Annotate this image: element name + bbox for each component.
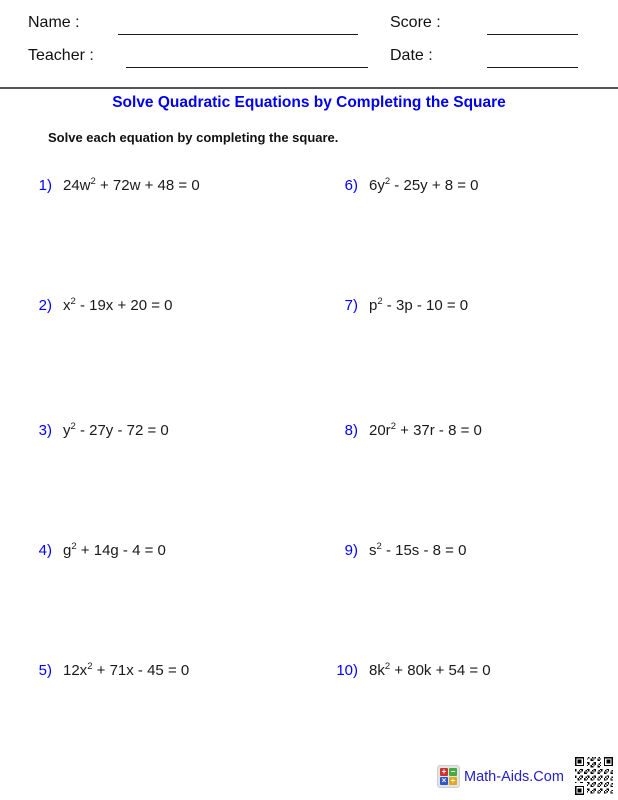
problem-number: 2) [38,297,52,314]
equation-exponent: 2 [71,541,77,552]
equation-exponent: 2 [390,421,396,432]
name-blank-line [118,34,358,35]
equation-rest: + 37r - 8 = 0 [395,422,482,439]
equation [369,541,466,561]
equation-rest: - 27y - 72 = 0 [75,422,169,439]
equation-rest: - 3p - 10 = 0 [382,297,469,314]
problem-row [10,421,169,441]
equation-exponent: 2 [70,296,76,307]
problem-row [316,661,491,681]
problem-row [10,176,200,196]
date-blank-line [487,67,578,68]
equation-rest: + 80k + 54 = 0 [390,662,491,679]
equation-lead: 20r [369,422,391,439]
equation-exponent: 2 [87,661,93,672]
equation [63,176,200,196]
equation [369,661,491,681]
score-label: Score : [390,14,441,31]
math-aids-link[interactable]: Math-Aids.Com [464,769,564,785]
problem-row [10,661,189,681]
problem-number: 1) [38,177,52,194]
equation-exponent: 2 [384,176,391,187]
score-blank-line [487,34,578,35]
equation-lead: 12x [63,662,88,679]
problem-number: 8) [344,422,358,439]
equation [63,296,173,316]
equation [63,541,166,561]
equation-rest: - 25y + 8 = 0 [390,177,479,194]
problem-number: 10) [336,662,358,679]
plus-icon: + [441,767,447,776]
equation-lead: y [63,422,71,439]
header-divider [0,87,618,89]
math-aids-logo-icon [437,765,460,788]
problem-row [316,541,466,561]
problem-row [316,176,479,196]
equation-lead: s [369,542,377,559]
equation-rest: - 15s - 8 = 0 [381,542,467,559]
problem-row [10,541,166,561]
teacher-blank-line [126,67,368,68]
equation-lead: g [63,542,72,559]
problem-row [316,296,468,316]
equation-exponent: 2 [376,541,382,552]
equation-exponent: 2 [377,296,383,307]
problem-number: 6) [344,177,358,194]
name-label: Name : [28,14,80,31]
qr-code [575,757,613,795]
equation [369,296,468,316]
teacher-label: Teacher : [28,47,94,64]
equation-exponent: 2 [90,176,96,187]
problem-number: 9) [344,542,358,559]
equation-rest: + 71x - 45 = 0 [92,662,190,679]
divide-icon: ÷ [450,776,456,785]
equation [369,176,479,196]
equation-rest: + 72w + 48 = 0 [95,177,200,194]
equation-lead: p [369,297,378,314]
equation [369,421,482,441]
equation [63,421,169,441]
equation-rest: + 14g - 4 = 0 [76,542,166,559]
problem-number: 4) [38,542,52,559]
problem-number: 7) [344,297,358,314]
instructions-text: Solve each equation by completing the square. [48,130,339,145]
equation-rest: - 19x + 20 = 0 [75,297,173,314]
problem-row [10,296,173,316]
equation-lead: x [63,297,71,314]
worksheet-title: Solve Quadratic Equations by Completing the Square [112,94,506,111]
equation-exponent: 2 [384,661,391,672]
date-label: Date : [390,47,433,64]
equation-lead: 24w [63,177,91,194]
equation [63,661,189,681]
problem-number: 5) [38,662,52,679]
minus-icon: − [450,767,456,776]
equation-exponent: 2 [70,421,76,432]
equation-lead: 6y [369,177,385,194]
times-icon: × [441,776,447,785]
equation-lead: 8k [369,662,385,679]
problem-number: 3) [38,422,52,439]
problem-row [316,421,482,441]
